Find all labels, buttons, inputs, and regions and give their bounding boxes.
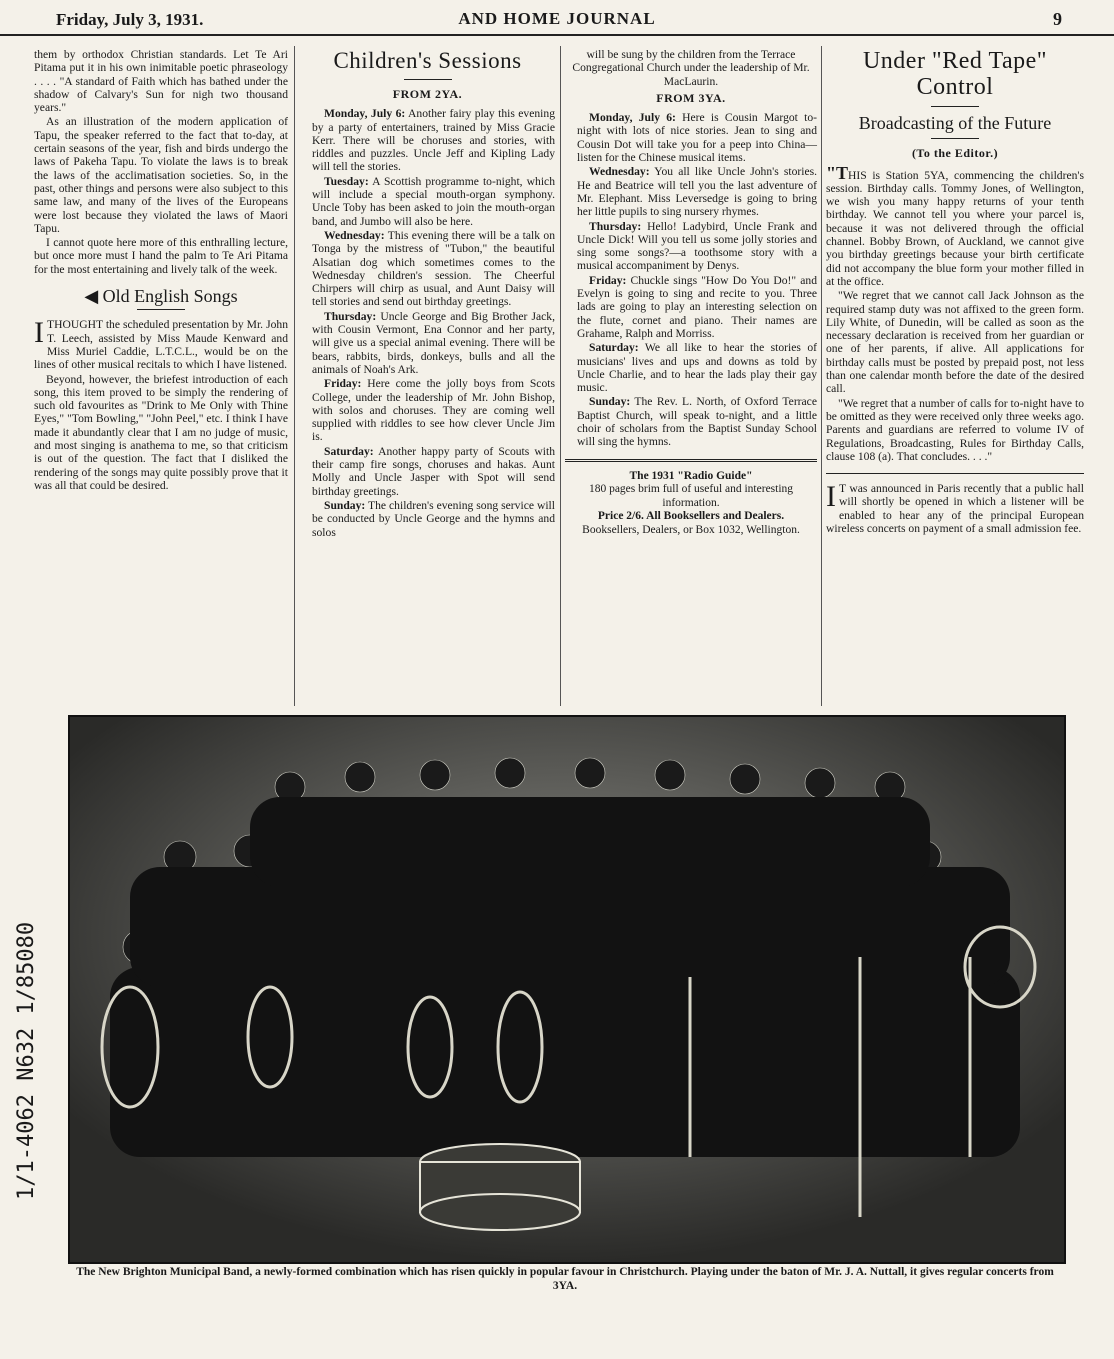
list-item: Saturday: Another happy party of Scouts with their camp fire songs, choruses and hakas. Aunt Molly and Uncle Jasper with Spot will send birthday greetings.	[312, 444, 556, 498]
title-rule	[404, 79, 452, 80]
column-3	[565, 48, 817, 537]
article-subtitle: Broadcasting of the Future	[858, 113, 1052, 133]
title-rule	[931, 106, 979, 107]
paragraph: "THIS is Station 5YA, commencing the children's session. Birthday calls. Tommy Jones, of Wellington, we wish you many happy returns of your tenth birthday. We cannot tell you where your parcel is, because it was not delivered through the official channel. Bobby Brown, of Auckland, we cannot give you birthday greetings because your birth certificate did not accompany the blue form your mother filled in at the office.	[826, 162, 1084, 288]
column-2	[300, 48, 555, 540]
ad-line: 180 pages brim full of useful and interesting information.	[588, 483, 794, 509]
drop-cap: "T	[826, 162, 848, 183]
list-item: Friday: Chuckle sings "How Do You Do!" and Evelyn is going to sing and recite to you. Three lads are going to play an interesting selection on the flute, cornet and piano. Their names are Grahame, Ralph and Morriss.	[577, 273, 817, 340]
column-rule	[560, 46, 561, 706]
margin-note-text: 1/1-4062 N632 1/85080	[14, 921, 39, 1200]
page-header	[0, 6, 1114, 36]
margin-note	[8, 880, 48, 1200]
station-heading: FROM 3YA.	[656, 90, 726, 105]
old-english-songs-title: Old English Songs	[102, 286, 238, 307]
station-heading: FROM 2YA.	[392, 87, 463, 101]
paragraph: I T was announced in Paris recently that a public hall will shortly be opened in which a listener will be enabled to hear any of the principal European wireless concerts on payment of a small admission fee.	[826, 480, 1084, 536]
band-illustration	[70, 717, 1064, 1262]
section-title	[34, 286, 288, 307]
paragraph: "We regret that a number of calls for to-night have to be omitted as they were received only three weeks ago. Parents and guardians are referred to volume IV of Regulations, Broadcasting, Rules for Birthday Calls, clause 108 (a). That concludes. . . ."	[826, 396, 1084, 463]
band-photograph	[68, 715, 1066, 1264]
paragraph: will be sung by the children from the Terrace Congregational Church under the leadership of Mr. MacLaurin.	[572, 48, 810, 88]
column-rule	[821, 46, 822, 706]
header-date: Friday, July 3, 1931.	[56, 10, 204, 29]
column-rule	[294, 46, 295, 706]
list-item: Monday, July 6: Another fairy play this evening by a party of entertainers, trained by Miss Gracie Kerr. There will be choruses and stories, with riddles and puzzles. Uncle Jeff and Kipling Lady will tell the stories.	[312, 107, 555, 174]
editor-line: (To the Editor.)	[911, 146, 999, 161]
list-item: Sunday: The children's evening song service will be conducted by Uncle George and the hymns and solos	[312, 498, 555, 539]
column-1	[34, 48, 288, 493]
red-tape-title: Under "Red Tape" Control	[862, 48, 1048, 100]
list-item: Wednesday: You all like Uncle John's stories. He and Beatrice will tell you the last adventure of Mr. Elephant. Miss Leversedge is going to bring her little pupils to sing nursery rhymes.	[577, 165, 818, 219]
photo-caption: The New Brighton Municipal Band, a newly-formed combination which has risen quickly in popular favour in Christchurch. Playing under the baton of Mr. J. A. Nuttall, it gives regular concerts from 3YA.	[76, 1266, 1054, 1292]
section-rule	[826, 473, 1084, 474]
list-item: Thursday: Hello! Ladybird, Uncle Frank and Uncle Dick! Will you tell us some jolly stories and sing some songs?—a toothsome story with a musical accompaniment by Denys.	[577, 219, 818, 273]
title-rule	[137, 309, 185, 310]
title-rule	[931, 138, 979, 139]
paragraph: As an illustration of the modern application of Tapu, the speaker referred to the fact that to-day, at certain seasons of the year, fish and birds undergo the laws of Pakeha Tapu. To violate the laws is to break the laws of the acclimatisation societies. So, in the past, other things and persons were also subject to this same law, and many of the lives of the Europeans were lost because they violated the laws of Maori Tapu.	[34, 115, 288, 235]
list-item: Saturday: We all like to hear the stories of musicians' lives and ups and downs as told by Uncle Charlie, and to hear the lads play their gay music.	[577, 341, 817, 395]
paragraph: I cannot quote here more of this enthralling lecture, but once more must I hand the palm to Te Ari Pitama for the most entertaining and lively talk of the week.	[34, 236, 288, 276]
list-item: Friday: Here come the jolly boys from Scots College, under the leadership of Mr. John Bishop, with solos and choruses. They are coming well supplied with riddles to see how clever Uncle Jim is.	[312, 377, 555, 444]
drop-cap: I	[826, 480, 836, 514]
header-journal: AND HOME JOURNAL	[458, 9, 656, 28]
column-4	[826, 48, 1084, 536]
list-item: Wednesday: This evening there will be a talk on Tonga by the mistress of "Tubon," the beautiful Alsatian dog which sometimes comes to the Wednesday children's session. The Cheerful Chirpers will chirp as usual, and Aunt Daisy will tell stories and send out birthday greetings.	[312, 228, 555, 309]
ad-line: Booksellers, Dealers, or Box 1032, Wellington.	[582, 523, 800, 536]
paragraph: ITHOUGHT the scheduled presentation by Mr. John T. Leech, assisted by Miss Maude Kenward and Miss Muriel Caddie, L.T.C.L., would be on the lines of other musical recitals to which I have listened.	[34, 316, 288, 372]
ad-title: The 1931 "Radio Guide"	[629, 469, 753, 482]
speaker-icon: ◀	[84, 286, 99, 307]
paragraph: Beyond, however, the briefest introduction of each song, this item proved to be simply the rendering of such old favourites as "Drink to Me Only with Thine Eyes," "Tom Bowling," "John Peel," etc. I think I have made it abundantly clear that I am no judge of music, and most singing is anathema to me, so that criticism is out of the question. The fact that I disliked the rendering of the songs may quite possibly prove that it was all that could be desired.	[34, 372, 288, 492]
drop-cap: I	[34, 316, 44, 350]
list-item: Thursday: Uncle George and Big Brother Jack, with Cousin Vermont, Ena Connor and her party, will give us a special animal evening. There will be bears, rabbits, birds, donkeys, bulls and all the animals of Noah's Ark.	[312, 309, 555, 376]
list-item: Sunday: The Rev. L. North, of Oxford Terrace Baptist Church, will speak to-night, and a little choir of scholars from the Baptist Sunday School will sing the hymns.	[577, 395, 817, 449]
page-number: 9	[1053, 9, 1062, 29]
list-item: Monday, July 6: Here is Cousin Margot to-night with lots of nice stories. Jean to sing and Cousin Dot will take you for a peep into China—listen for the Chinese musical items.	[577, 111, 817, 165]
childrens-sessions-title: Children's Sessions	[333, 48, 522, 73]
paragraph: them by orthodox Christian standards. Let Te Ari Pitama put it in his own inimitable poetic phraseology . . . . "A standard of Faith which has bathed under the shadow of Calvary's Sun for nigh two thousand years."	[34, 48, 288, 115]
ad-price: Price 2/6. All Booksellers and Dealers.	[597, 510, 785, 523]
list-item: Tuesday: A Scottish programme to-night, which will include a special mouth-organ symphony. Uncle Toby has been asked to join the mouth-organ band, and Jumbo will also be here.	[312, 174, 555, 228]
radio-guide-ad	[565, 459, 817, 538]
paragraph: "We regret that we cannot call Jack Johnson as the required stamp duty was not affixed to the green form. Lily White, of Dunedin, will be called as soon as the necessary declaration is received from her guardian or one of her parents, if alive. All applications for birthday calls must be posted by prepaid post, not less than one calendar month before the date of the desired call.	[826, 289, 1084, 396]
